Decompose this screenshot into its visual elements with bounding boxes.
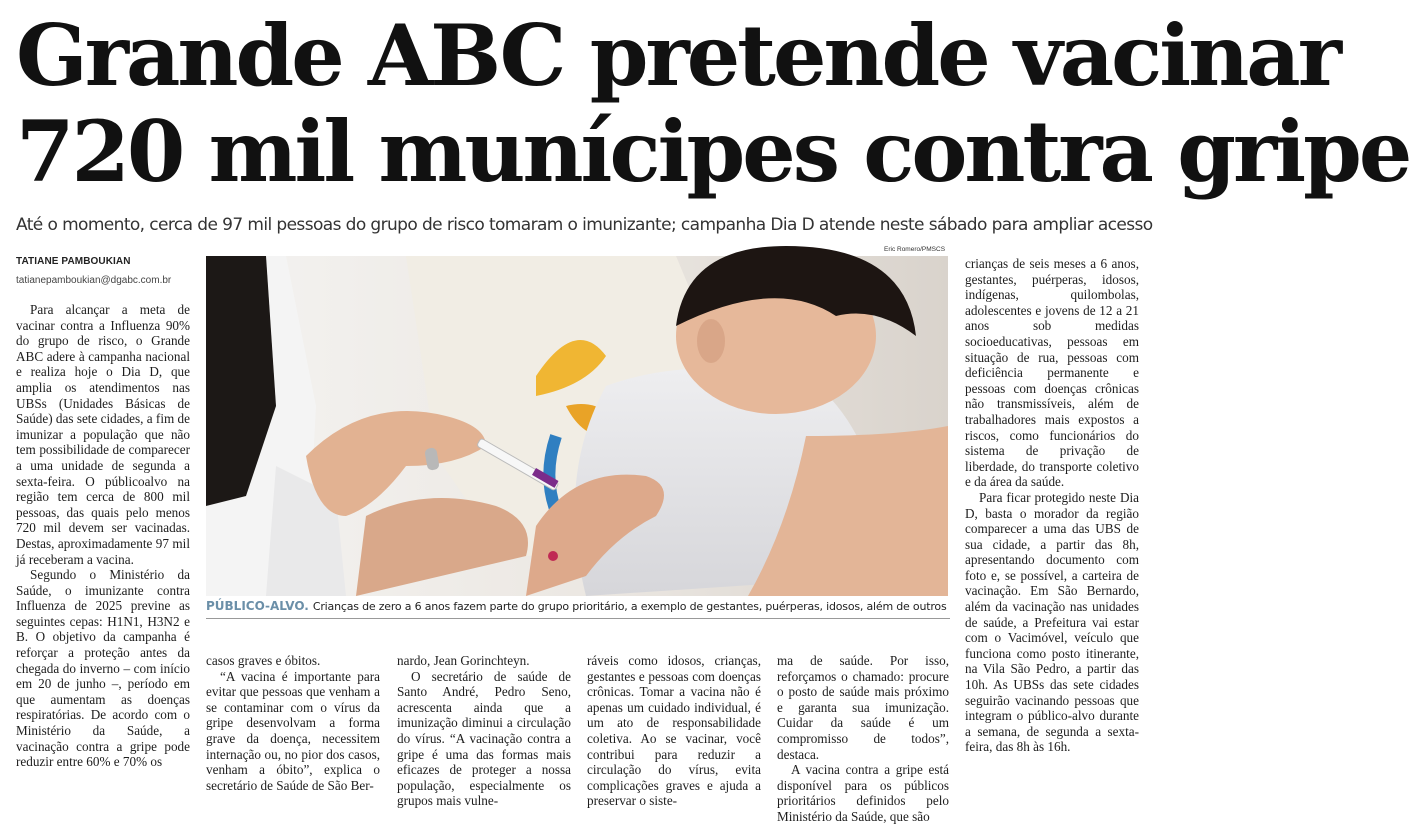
paragraph: A vacina contra a gripe está disponível para os públicos prioritários definidos pelo Ministério da Saúde, que são — [777, 762, 949, 824]
headline — [16, 6, 1409, 201]
article-column-2 — [206, 653, 380, 793]
byline — [16, 256, 171, 286]
news-photo — [206, 256, 948, 596]
vaccination-photo-illustration — [206, 256, 948, 596]
caption-divider — [206, 618, 950, 619]
paragraph: Para alcançar a meta de vacinar contra a Influenza 90% do grupo de risco, o Grande ABC adere à campanha nacional e realiza hoje o Dia D, que amplia os atendimentos nas UBSs (Unidades Básicas de Saúde) das sete cidades, a fim de imunizar a população que não tem possibilidade de comparecer a uma unidade de segunda a sexta-feira. O públicoalvo na região tem cerca de 800 mil pessoas, das quais pelo menos 720 mil devem ser vacinadas. Destas, aproximadamente 97 mil já receberam a vacina. — [16, 302, 190, 567]
headline-line-1: Grande ABC pretende vacinar — [16, 6, 1339, 105]
paragraph: ma de saúde. Por isso, reforçamos o chamado: procure o posto de saúde mais próximo e garanta sua imunização. Cuidar da saúde é um compromisso de todos”, destaca. — [777, 653, 949, 762]
headline-line-2: 720 mil munícipes contra gripe — [16, 102, 1409, 201]
subheadline: Até o momento, cerca de 97 mil pessoas do grupo de risco tomaram o imunizante; campanha Dia D atende neste sábado para ampliar acesso — [16, 215, 1153, 235]
photo-caption — [206, 599, 950, 614]
paragraph: Para ficar protegido neste Dia D, basta o morador da região comparecer a uma das UBS de sua cidade, a partir das 8h, apresentando documento com foto e, se possível, a carteira de vacinação. Em São Bernardo, além da vacinação nas unidades de saúde, a Prefeitura vai estar com o Vacimóvel, veículo que funciona como posto itinerante, na Vila São Pedro, a partir das 10h. As UBSs das sete cidades seguirão vacinando pessoas que integram o público-alvo durante a semana, de segunda a sexta-feira, das 8h às 16h. — [965, 489, 1139, 755]
paragraph: nardo, Jean Gorinchteyn. — [397, 653, 530, 668]
article-column-1 — [16, 302, 190, 770]
caption-tag: PÚBLICO-ALVO. — [206, 599, 309, 613]
paragraph: O secretário de saúde de Santo André, Pedro Seno, acrescenta ainda que a imunização diminui a circulação do vírus. “A vacinação contra a gripe é uma das formas mais eficazes de proteger a nossa população, especialmente os grupos mais vulne- — [397, 668, 571, 809]
paragraph: crianças de seis meses a 6 anos, gestantes, puérperas, idosos, indígenas, quilombolas, adolescentes e jovens de 12 a 21 anos sob medidas socioeducativas, pessoas em situação de rua, pessoas com deficiência permanente e pessoas com doenças crônicas não transmissíveis, além de trabalhadores mais expostos a riscos, como funcionários do sistema de privação de liberdade, do transporte coletivo e da área da saúde. — [965, 256, 1139, 490]
article-column-6 — [965, 256, 1139, 755]
photo-credit: Eric Romero/PMSCS — [884, 246, 946, 253]
author-name: TATIANE PAMBOUKIAN — [16, 256, 131, 267]
paragraph: ráveis como idosos, crianças, gestantes e pessoas com doenças crônicas. Tomar a vacina não é apenas um cuidado individual, é um ato de responsabilidade coletiva. Ao se vacinar, você contribui para reduzir a circulação do vírus, evita complicações graves e ajuda a preservar o siste- — [587, 653, 761, 809]
paragraph: Segundo o Ministério da Saúde, o imunizante contra Influenza de 2025 previne as seguintes cepas: H1N1, H3N2 e B. O objetivo da campanha é reforçar a proteção antes da chegada do inverno – com início em 20 de junho –, período em que aumentam as doenças respiratórias. De acordo com o Ministério da Saúde, a vacinação contra a gripe pode reduzir entre 60% e 70% os — [16, 567, 190, 770]
caption-text: Crianças de zero a 6 anos fazem parte do grupo prioritário, a exemplo de gestantes, puérperas, idosos, além de outros — [312, 600, 947, 613]
paragraph: casos graves e óbitos. — [206, 653, 321, 668]
paragraph: “A vacina é importante para evitar que pessoas que venham a se contaminar com o vírus da gripe desenvolvam a forma grave da doença, necessitem internação ou, no pior dos casos, venham a óbito”, explica o secretário de Saúde de São Ber- — [206, 668, 380, 793]
author-email: tatianepamboukian@dgabc.com.br — [16, 275, 172, 286]
article-column-5 — [777, 653, 949, 825]
article-column-4 — [587, 653, 761, 809]
article-column-3 — [397, 653, 571, 809]
